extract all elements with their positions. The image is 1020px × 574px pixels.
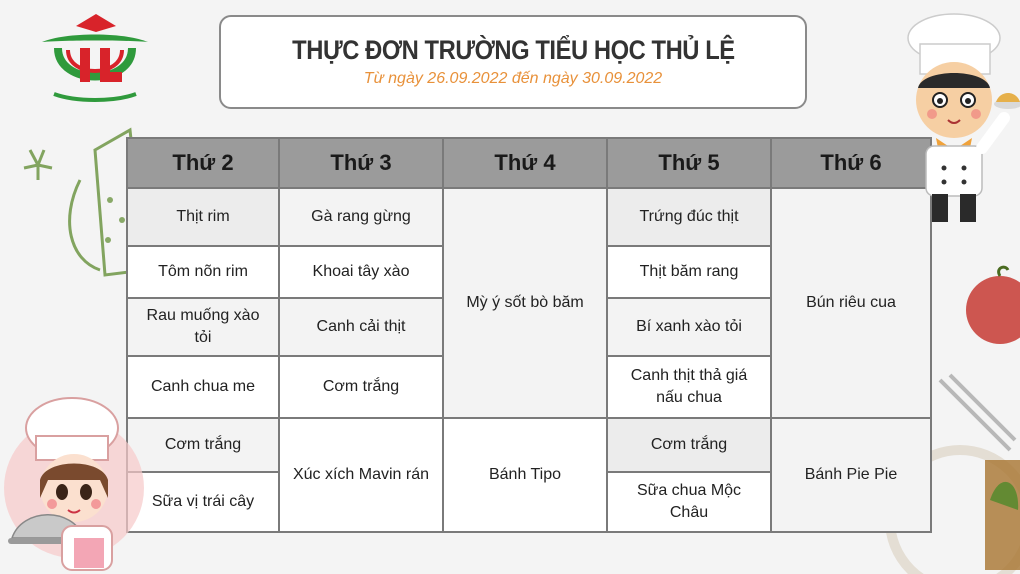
weekly-menu-table [126,137,932,533]
menu-item-thu-3: Bí xanh xào tỏi [607,298,771,356]
day-header-thu: Thứ 5 [607,138,771,188]
menu-title-box [219,15,807,109]
menu-item-tue-4: Cơm trắng [279,356,443,418]
menu-item-mon-2: Tôm nõn rim [127,246,279,298]
day-header-fri: Thứ 6 [771,138,931,188]
menu-item-thu-1: Trứng đúc thịt [607,188,771,246]
day-header-mon: Thứ 2 [127,138,279,188]
school-logo [36,6,154,104]
menu-item-tue-5: Xúc xích Mavin rán [279,418,443,532]
menu-item-mon-3: Rau muống xào tỏi [127,298,279,356]
page-title: THỰC ĐƠN TRƯỜNG TIỂU HỌC THỦ LỆ [291,35,735,65]
menu-item-thu-4: Canh thịt thả giá nấu chua [607,356,771,418]
menu-item-thu-2: Thịt băm rang [607,246,771,298]
menu-item-mon-1: Thịt rim [127,188,279,246]
menu-item-tue-3: Canh cải thịt [279,298,443,356]
menu-item-fri-2: Bánh Pie Pie [771,418,931,532]
menu-item-wed-1: Mỳ ý sốt bò băm [443,188,607,418]
menu-item-thu-6: Sữa chua Mộc Châu [607,472,771,532]
day-header-tue: Thứ 3 [279,138,443,188]
menu-item-mon-4: Canh chua me [127,356,279,418]
menu-item-fri-1: Bún riêu cua [771,188,931,418]
menu-item-tue-1: Gà rang gừng [279,188,443,246]
date-range: Từ ngày 26.09.2022 đến ngày 30.09.2022 [363,70,663,87]
chef-boy-illustration [892,8,1020,226]
menu-item-mon-6: Sữa vị trái cây [127,472,279,532]
day-header-wed: Thứ 4 [443,138,607,188]
menu-item-wed-2: Bánh Tipo [443,418,607,532]
menu-item-thu-5: Cơm trắng [607,418,771,472]
chef-girl-illustration [2,388,152,574]
menu-item-tue-2: Khoai tây xào [279,246,443,298]
menu-item-mon-5: Cơm trắng [127,418,279,472]
